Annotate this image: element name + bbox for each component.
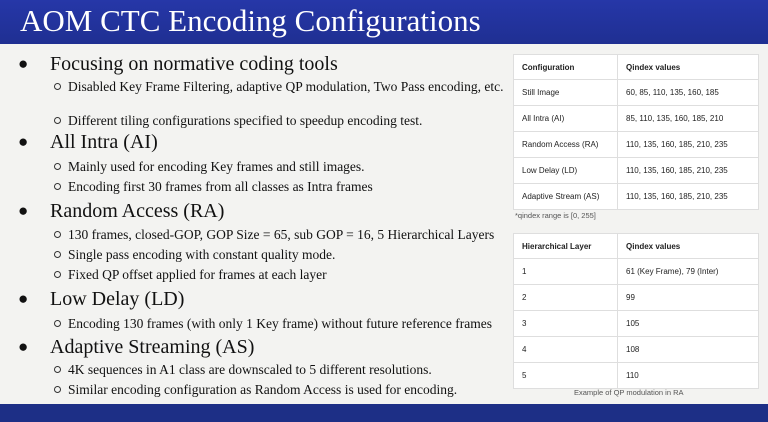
table-cell: 1 xyxy=(514,259,618,285)
table-row xyxy=(514,106,759,132)
table-row xyxy=(514,80,759,106)
bullet-dot-icon: ● xyxy=(18,289,29,308)
table-cell: 108 xyxy=(618,337,759,363)
bullet-heading: Focusing on normative coding tools xyxy=(50,53,338,75)
column-header: Hierarchical Layer xyxy=(514,234,618,259)
bullet-dot-icon: ● xyxy=(18,54,29,73)
table-cell: 61 (Key Frame), 79 (Inter) xyxy=(618,259,759,285)
bullet-heading: Random Access (RA) xyxy=(50,200,225,222)
table-cell: Adaptive Stream (AS) xyxy=(514,184,618,210)
table-cell: Random Access (RA) xyxy=(514,132,618,158)
table-header-row xyxy=(514,55,759,80)
table-row xyxy=(514,184,759,210)
table-cell: 110, 135, 160, 185, 210, 235 xyxy=(618,132,759,158)
table-footnote: *qindex range is [0, 255] xyxy=(515,211,596,220)
circle-bullet-icon xyxy=(54,386,61,393)
circle-bullet-icon xyxy=(54,320,61,327)
table-header-row xyxy=(514,234,759,259)
table-cell: 110 xyxy=(618,363,759,389)
sub-bullet-text: 130 frames, closed-GOP, GOP Size = 65, sub GOP = 16, 5 Hierarchical Layers xyxy=(68,227,495,242)
config-table xyxy=(513,54,759,210)
bullet-dot-icon: ● xyxy=(18,201,29,220)
table-cell: 4 xyxy=(514,337,618,363)
bullet-dot-icon: ● xyxy=(18,337,29,356)
circle-bullet-icon xyxy=(54,366,61,373)
table-cell: 85, 110, 135, 160, 185, 210 xyxy=(618,106,759,132)
table-row xyxy=(514,363,759,389)
circle-bullet-icon xyxy=(54,251,61,258)
bullet-heading: All Intra (AI) xyxy=(50,131,158,153)
sub-bullet-text: Encoding 130 frames (with only 1 Key frame) without future reference frames xyxy=(68,316,492,331)
table-row xyxy=(514,259,759,285)
table-cell: 2 xyxy=(514,285,618,311)
bullet-heading: Adaptive Streaming (AS) xyxy=(50,336,255,358)
circle-bullet-icon xyxy=(54,117,61,124)
layer-table xyxy=(513,233,759,389)
sub-bullet-text: Similar encoding configuration as Random Access is used for encoding. xyxy=(68,382,458,397)
sub-bullet-text: Mainly used for encoding Key frames and still images. xyxy=(68,159,365,174)
table-row xyxy=(514,337,759,363)
title-bar xyxy=(0,0,768,44)
table-cell: 5 xyxy=(514,363,618,389)
circle-bullet-icon xyxy=(54,231,61,238)
sub-bullet-text: 4K sequences in A1 class are downscaled to 5 different resolutions. xyxy=(68,362,432,377)
table-row xyxy=(514,132,759,158)
circle-bullet-icon xyxy=(54,163,61,170)
table-cell: 110, 135, 160, 185, 210, 235 xyxy=(618,184,759,210)
column-header: Configuration xyxy=(514,55,618,80)
table-cell: All Intra (AI) xyxy=(514,106,618,132)
table-cell: Still Image xyxy=(514,80,618,106)
sub-bullet-text: Encoding first 30 frames from all classes as Intra frames xyxy=(68,179,373,194)
bullet-heading: Low Delay (LD) xyxy=(50,288,185,310)
table-cell: 99 xyxy=(618,285,759,311)
table-row xyxy=(514,311,759,337)
table-cell: 3 xyxy=(514,311,618,337)
column-header: Qindex values xyxy=(618,55,759,80)
footer-bar xyxy=(0,404,768,422)
table-cell: Low Delay (LD) xyxy=(514,158,618,184)
slide-title: AOM CTC Encoding Configurations xyxy=(20,3,481,38)
table-caption: Example of QP modulation in RA xyxy=(574,388,684,397)
slide-body xyxy=(0,44,768,404)
circle-bullet-icon xyxy=(54,183,61,190)
circle-bullet-icon xyxy=(54,83,61,90)
sub-bullet-text: Different tiling configurations specified to speedup encoding test. xyxy=(68,113,423,128)
table-cell: 60, 85, 110, 135, 160, 185 xyxy=(618,80,759,106)
bullet-dot-icon: ● xyxy=(18,132,29,151)
sub-bullet-text: Single pass encoding with constant quality mode. xyxy=(68,247,336,262)
table-row xyxy=(514,285,759,311)
column-header: Qindex values xyxy=(618,234,759,259)
circle-bullet-icon xyxy=(54,271,61,278)
table-row xyxy=(514,158,759,184)
table-cell: 110, 135, 160, 185, 210, 235 xyxy=(618,158,759,184)
sub-bullet-text: Fixed QP offset applied for frames at each layer xyxy=(68,267,327,282)
sub-bullet-text: Disabled Key Frame Filtering, adaptive QP modulation, Two Pass encoding, etc. xyxy=(68,79,504,94)
table-cell: 105 xyxy=(618,311,759,337)
